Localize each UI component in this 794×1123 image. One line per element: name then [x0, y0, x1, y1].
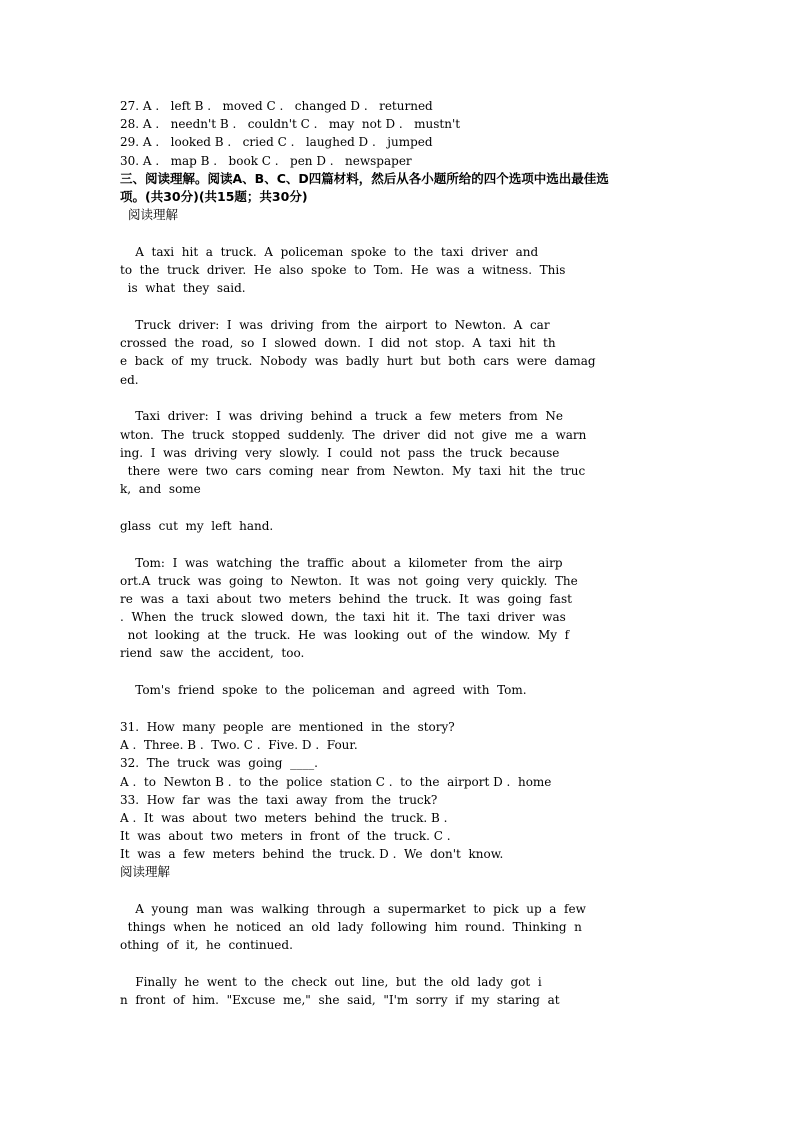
- passage-a-line: Truck driver: I was driving from the airport to Newton. A car: [120, 318, 550, 332]
- passage-a-line: is what they said.: [120, 281, 246, 295]
- q33-stem: 33. How far was the taxi away from the truck?: [120, 793, 438, 807]
- passage-a-line: glass cut my left hand.: [120, 519, 274, 533]
- passage-b-line: n front of him. "Excuse me," she said, "I'm sorry if my staring at: [120, 993, 560, 1007]
- passage-a-line: re was a taxi about two meters behind the truck. It was going fast: [120, 592, 572, 606]
- passage-a-line: crossed the road, so I slowed down. I did not stop. A taxi hit th: [120, 336, 556, 350]
- section-heading-score: 项。(共30分)(共15题；共30分): [120, 189, 308, 204]
- passage-a-line: Tom's friend spoke to the policeman and agreed with Tom.: [120, 683, 527, 697]
- q27-options: 27. A . left B . moved C . changed D . returned: [120, 99, 433, 113]
- q29-options: 29. A . looked B . cried C . laughed D . jumped: [120, 135, 433, 149]
- q30-options: 30. A . map B . book C . pen D . newspaper: [120, 154, 412, 168]
- q31-stem: 31. How many people are mentioned in the story?: [120, 720, 455, 734]
- passage-a-line: there were two cars coming near from Newton. My taxi hit the truc: [120, 464, 586, 478]
- q32-stem: 32. The truck was going ____.: [120, 756, 318, 770]
- passage-a-line: Tom: I was watching the traffic about a kilometer from the airp: [120, 556, 563, 570]
- passage-b-line: A young man was walking through a supermarket to pick up a few: [120, 902, 586, 916]
- reading-label: 阅读理解: [120, 207, 178, 222]
- passage-a-line: e back of my truck. Nobody was badly hurt but both cars were damag: [120, 354, 596, 368]
- passage-a-line: ed.: [120, 373, 139, 387]
- passage-b-line: Finally he went to the check out line, but the old lady got i: [120, 975, 542, 989]
- q33-options: It was about two meters in front of the truck. C .: [120, 829, 451, 843]
- q33-options: It was a few meters behind the truck. D . We don't know.: [120, 847, 504, 861]
- passage-a-line: . When the truck slowed down, the taxi hit it. The taxi driver was: [120, 610, 566, 624]
- q33-options: A . It was about two meters behind the truck. B .: [120, 811, 448, 825]
- q31-options: A . Three. B . Two. C . Five. D . Four.: [120, 738, 358, 752]
- passage-a-line: not looking at the truck. He was looking out of the window. My f: [120, 628, 570, 642]
- passage-a-line: ing. I was driving very slowly. I could not pass the truck because: [120, 446, 560, 460]
- passage-a-line: A taxi hit a truck. A policeman spoke to the taxi driver and: [120, 245, 539, 259]
- q28-options: 28. A . needn't B . couldn't C . may not D . mustn't: [120, 117, 461, 131]
- passage-a-line: Taxi driver: I was driving behind a truck a few meters from Ne: [120, 409, 564, 423]
- passage-a-line: to the truck driver. He also spoke to Tom. He was a witness. This: [120, 263, 566, 277]
- passage-b-line: things when he noticed an old lady following him round. Thinking n: [120, 920, 582, 934]
- passage-a-line: riend saw the accident, too.: [120, 646, 305, 660]
- passage-b-line: othing of it, he continued.: [120, 938, 293, 952]
- passage-a-line: ort.A truck was going to Newton. It was not going very quickly. The: [120, 574, 578, 588]
- section-heading: 三、阅读理解。阅读A、B、C、D四篇材料，然后从各小题所给的四个选项中选出最佳选: [120, 171, 609, 186]
- q32-options: A . to Newton B . to the police station C . to the airport D . home: [120, 775, 552, 789]
- passage-a-line: k, and some: [120, 482, 201, 496]
- reading-label: 阅读理解: [120, 864, 171, 879]
- passage-a-line: wton. The truck stopped suddenly. The driver did not give me a warn: [120, 428, 587, 442]
